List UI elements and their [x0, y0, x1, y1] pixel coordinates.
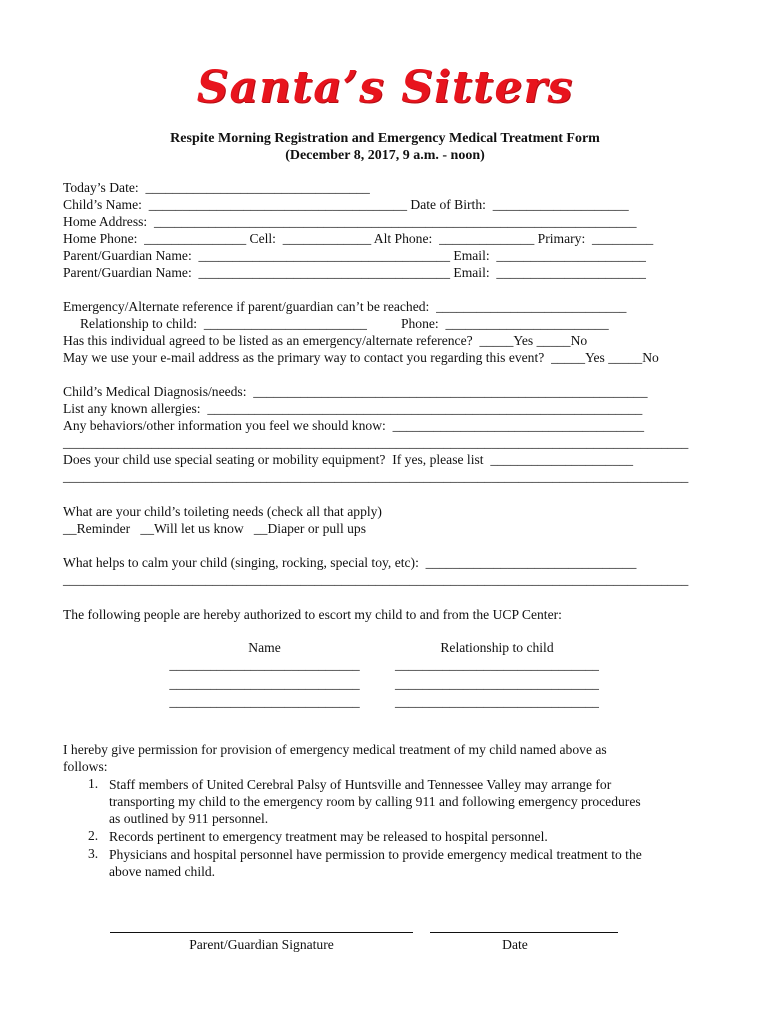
authorized-name-3[interactable]: ____________________________	[169, 694, 360, 709]
authorized-relationship-1[interactable]: ______________________________	[395, 657, 599, 672]
permission-intro-cont: follows:	[63, 759, 108, 774]
mobility-equipment-field[interactable]: Does your child use special seating or mobility equipment? If yes, please list _____________________	[63, 452, 634, 467]
home-address-field[interactable]: Home Address: _______________________________________________________________________	[63, 214, 637, 229]
permission-item-3-line-2: above named child.	[109, 864, 216, 879]
authorized-name-2[interactable]: ____________________________	[169, 676, 360, 691]
child-name-field[interactable]: Child’s Name: ______________________________________ Date of Birth: ____________________	[63, 197, 629, 212]
permission-item-1-line-1: Staff members of United Cerebral Palsy of Huntsville and Tennessee Valley may arrange for	[109, 777, 612, 792]
parent-name-field-1[interactable]: Parent/Guardian Name: _____________________________________ Email: ______________________	[63, 248, 646, 263]
form-date: (December 8, 2017, 9 a.m. - noon)	[285, 148, 485, 163]
list-number-2: 2.	[88, 828, 99, 843]
toileting-question: What are your child’s toileting needs (check all that apply)	[63, 504, 382, 519]
form-subtitle: Respite Morning Registration and Emergency Medical Treatment Form	[170, 131, 600, 146]
permission-item-1-line-2: transporting my child to the emergency room by calling 911 and following emergency procedures	[109, 794, 641, 809]
list-number-1: 1.	[88, 776, 99, 791]
phone-fields[interactable]: Home Phone: _______________ Cell: _____________ Alt Phone: ______________ Primary: _________	[63, 231, 654, 246]
permission-item-1-line-3: as outlined by 911 personnel.	[109, 811, 269, 826]
permission-item-3-line-1: Physicians and hospital personnel have permission to provide emergency medical treatment to the	[109, 847, 642, 862]
permission-intro: I hereby give permission for provision of emergency medical treatment of my child named above as	[63, 742, 607, 757]
email-contact-yes-no[interactable]: May we use your e-mail address as the primary way to contact you regarding this event? _____Yes _____No	[63, 350, 659, 365]
parent-name-field-2[interactable]: Parent/Guardian Name: _____________________________________ Email: ______________________	[63, 265, 646, 280]
date-line[interactable]	[430, 932, 618, 933]
authorized-intro: The following people are hereby authorized to escort my child to and from the UCP Center:	[63, 607, 562, 622]
toileting-options[interactable]: __Reminder __Will let us know __Diaper or pull ups	[63, 521, 367, 536]
name-column-header: Name	[248, 640, 281, 655]
date-label: Date	[502, 937, 528, 952]
agreed-yes-no[interactable]: Has this individual agreed to be listed as an emergency/alternate reference? _____Yes _____No	[63, 333, 588, 348]
mobility-equipment-continued[interactable]: ____________________________________________________________________________________________	[63, 469, 689, 484]
signature-line[interactable]	[110, 932, 413, 933]
list-number-3: 3.	[88, 846, 99, 861]
relationship-phone-field[interactable]: Relationship to child: ________________________ Phone: ________________________	[63, 316, 609, 331]
emergency-reference-field[interactable]: Emergency/Alternate reference if parent/guardian can’t be reached: ____________________________	[63, 299, 627, 314]
behaviors-field-continued[interactable]: ____________________________________________________________________________________________	[63, 435, 689, 450]
diagnosis-field[interactable]: Child’s Medical Diagnosis/needs: __________________________________________________________	[63, 384, 648, 399]
calm-field-continued[interactable]: ____________________________________________________________________________________________	[63, 572, 689, 587]
allergies-field[interactable]: List any known allergies: ________________________________________________________________	[63, 401, 643, 416]
permission-item-2: Records pertinent to emergency treatment may be released to hospital personnel.	[109, 829, 548, 844]
authorized-relationship-3[interactable]: ______________________________	[395, 694, 599, 709]
authorized-relationship-2[interactable]: ______________________________	[395, 676, 599, 691]
form-title: Santa’s Sitters	[196, 62, 574, 113]
todays-date-field[interactable]: Today’s Date: _________________________________	[63, 180, 370, 195]
signature-label: Parent/Guardian Signature	[189, 937, 334, 952]
calm-field[interactable]: What helps to calm your child (singing, rocking, special toy, etc): _______________________________	[63, 555, 637, 570]
behaviors-field[interactable]: Any behaviors/other information you feel we should know: _____________________________________	[63, 418, 645, 433]
relationship-column-header: Relationship to child	[440, 640, 554, 655]
authorized-name-1[interactable]: ____________________________	[169, 657, 360, 672]
